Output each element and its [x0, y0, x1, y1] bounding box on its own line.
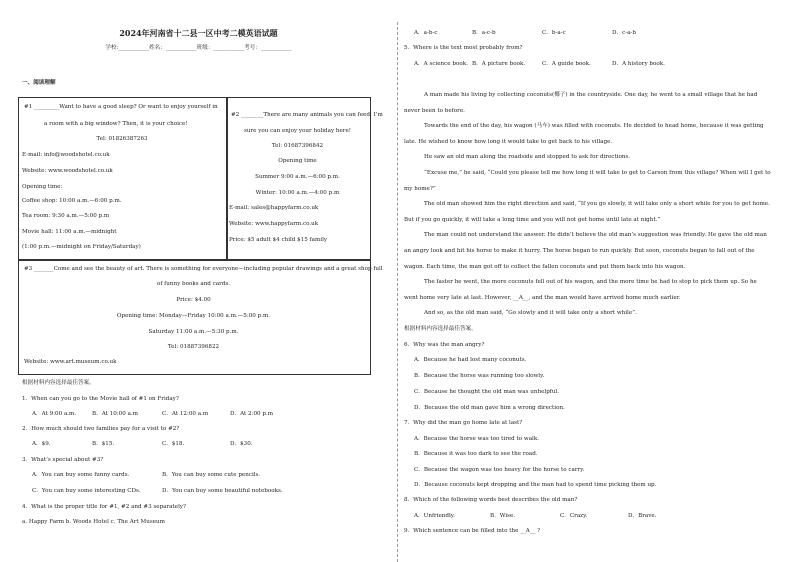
q3-option-d: D．You can buy some beautiful notebooks.: [162, 488, 283, 494]
ad1-coffee: Coffee shop: 10:00 a.m.—6:00 p.m.: [22, 198, 122, 204]
ad1-opening-label: Opening time:: [22, 184, 63, 190]
q4-title-choices: a. Happy Farm b. Woods Hotel c. The Art Museum: [22, 519, 165, 525]
ad2-opening-label: Opening time: [278, 158, 317, 164]
question-8: 8．Which of the following words best describes the old man?: [404, 497, 578, 503]
passage-paragraph: A man made his living by collecting coconuts(椰子) in the countryside. One day, he went to a small village that he had never been to before.: [404, 92, 758, 114]
ad3-heading: #3 _______Come and see the beauty of art. There is something for everyone—including popular drawings and a great shop full: [24, 266, 383, 272]
question-9: 9．Which sentence can be filled into the __A__ ?: [404, 528, 541, 534]
q2-option-a: A．$9.: [32, 441, 51, 447]
ad2-website: Website: www.happyfarm.co.uk: [229, 221, 319, 227]
q5-option-c: C．A guide book.: [542, 61, 591, 67]
ad3-saturday-hours: Saturday 11:00 a.m.—5:30 p.m.: [148, 329, 239, 335]
q6-option-d: D．Because the old man gave him a wrong direction.: [414, 405, 565, 411]
q6-option-a: A．Because he had lost many coconuts.: [414, 357, 527, 363]
q2-option-d: D．$30.: [230, 441, 253, 447]
ad2-summer: Summer 9:00 a.m.—6:00 p.m.: [255, 174, 340, 180]
q4-option-d: D．c-a-b: [612, 30, 636, 36]
q4-option-a: A．a-b-c: [414, 30, 438, 36]
q8-option-c: C．Crazy.: [560, 513, 588, 519]
ad3-tel: Tel: 01887396822: [167, 344, 220, 350]
passage-paragraph: The man could not understand the answer. He didn’t believe the old man’s suggestion was friendly. He gave the old man an angry look and hit his horse to make it hurry. The horse began to run quickly. But soon, coconuts began to fall out of the wagon. Each time, the man got off to collect the fallen coconuts and put them back into his wagon.: [404, 232, 767, 270]
ad2-winter: Winter: 10:00 a.m.—4:00 p.m: [255, 190, 340, 196]
ad1-heading-cont: a room with a big window? Then, it is your choice!: [44, 121, 188, 127]
passage-paragraph: And so, as the old man said, “Go slowly and it will take only a short while”.: [424, 310, 637, 316]
q6-option-c: C．Because he thought the old man was unhelpful.: [414, 389, 560, 395]
ad1-movie-friday: (1:00 p.m.—midnight on Friday/Saturday): [22, 244, 141, 250]
q5-option-a: A．A science book.: [414, 61, 468, 67]
ad2-price: Price: $5 adult $4 child $15 family: [229, 237, 328, 243]
passage-paragraph: The faster he went, the more coconuts fell out of his wagon, and the more time he had to stop to pick them up. So he went home very late at last. However, __A__, and the man would have arrived home much earlier.: [404, 279, 757, 301]
ad1-tea: Tea room: 9:30 a.m.—5:00 p.m: [22, 213, 110, 219]
passage-paragraph: Towards the end of the day, his wagon (马车) was filled with coconuts. He decided to head home, because it was getting late. He wished to know how long it would take to get back to his village.: [404, 123, 764, 145]
instruction-left: 根据材料内容选择最佳答案。: [22, 380, 95, 386]
question-7: 7．Why did the man go home late at last?: [404, 420, 523, 426]
student-info-line: 学校:___________姓名：___________班级：___________考号：___________: [105, 45, 292, 51]
q1-option-c: C．At 12:00 a.m: [162, 411, 209, 417]
ad2-tel: Tel: 01687396842: [271, 143, 324, 149]
q2-option-b: B．$15.: [92, 441, 115, 447]
ad3-price: Price: $4.00: [176, 297, 211, 303]
q5-option-d: D．A history book.: [612, 61, 665, 67]
ad3-website: Website: www.art.museum.co.uk: [24, 359, 117, 365]
ad2-heading-cont: sure you can enjoy your holiday here!: [243, 128, 352, 134]
q3-option-a: A．You can buy some funny cards.: [32, 472, 130, 478]
question-6: 6．Why was the man angry?: [404, 342, 485, 348]
q4-option-b: B．a-c-b: [472, 30, 496, 36]
ad2-heading: #2 ________There are many animals you can feed. I’m: [231, 112, 383, 118]
q8-option-a: A．Unfriendly.: [414, 513, 455, 519]
ad1-heading: #1 _________Want to have a good sleep? Or want to enjoy yourself in: [24, 104, 218, 110]
instruction-right: 根据材料内容选择最佳答案。: [404, 326, 477, 332]
q7-option-b: B．Because it was too dark to see the road.: [414, 451, 538, 457]
passage-paragraph: “Excuse me,” he said, “Could you please tell me how long it will take to get to Carson from this village? When will I get to my home?”: [404, 170, 771, 192]
q1-option-a: A．At 9:00 a.m.: [32, 411, 77, 417]
q7-option-d: D．Because coconuts kept dropping and the man had to spend time picking them up.: [414, 482, 657, 488]
column-divider: [397, 22, 398, 562]
section-heading: 一、阅读理解: [22, 80, 56, 86]
passage-paragraph: The old man showed him the right direction and said, “If you go slowly, it will take only a short while for you to get home. But if you go quickly, it will take a long time and you will not get home until late at night.”: [404, 201, 770, 223]
question-4: 4．What is the proper title for #1, #2 and #3 separately?: [22, 504, 187, 510]
page-title: 2024年河南省十二县一区中考二模英语试题: [119, 28, 278, 38]
q7-option-c: C．Because the wagon was too heavy for the horse to carry.: [414, 467, 585, 473]
q6-option-b: B．Because the horse was running too slowly.: [414, 373, 545, 379]
question-2: 2．How much should two families pay for a visit to #2?: [22, 426, 180, 432]
ad1-website: Website: www.woodshotel.co.uk: [22, 168, 113, 174]
q5-option-b: B．A picture book.: [472, 61, 526, 67]
q8-option-b: B．Wise.: [490, 513, 516, 519]
q1-option-d: D．At 2:00 p.m: [230, 411, 274, 417]
question-1: 1．When can you go to the Movie hall of #1 on Friday?: [22, 396, 179, 402]
q8-option-d: D．Brave.: [628, 513, 657, 519]
q7-option-a: A．Because the horse was too tired to walk.: [414, 436, 540, 442]
q3-option-c: C．You can buy some interesting CDs.: [32, 488, 141, 494]
ad1-email: E-mail: info@woodshotel.co.uk: [22, 152, 110, 158]
ad3-heading-cont: of funny books and cards.: [156, 281, 231, 287]
q2-option-c: C．$18.: [162, 441, 185, 447]
ad1-movie: Movie hall: 11:00 a.m.—midnight: [22, 229, 117, 235]
question-5: 5．Where is the text most probably from?: [404, 45, 523, 51]
passage-paragraph: He saw an old man along the roadside and stopped to ask for directions.: [424, 154, 631, 160]
ad1-tel: Tel: 01826387263: [96, 136, 148, 142]
q4-option-c: C．b-a-c: [542, 30, 566, 36]
question-3: 3．What’s special about #3?: [22, 457, 104, 463]
q1-option-b: B．At 10:00 a.m: [92, 411, 138, 417]
q3-option-b: B．You can buy some cute pencils.: [162, 472, 261, 478]
ad3-weekday-hours: Opening time: Monday—Friday 10:00 a.m.—5:00 p.m.: [116, 313, 271, 319]
ad2-email: E-mail: sales@happyfarm.co.uk: [229, 205, 319, 211]
